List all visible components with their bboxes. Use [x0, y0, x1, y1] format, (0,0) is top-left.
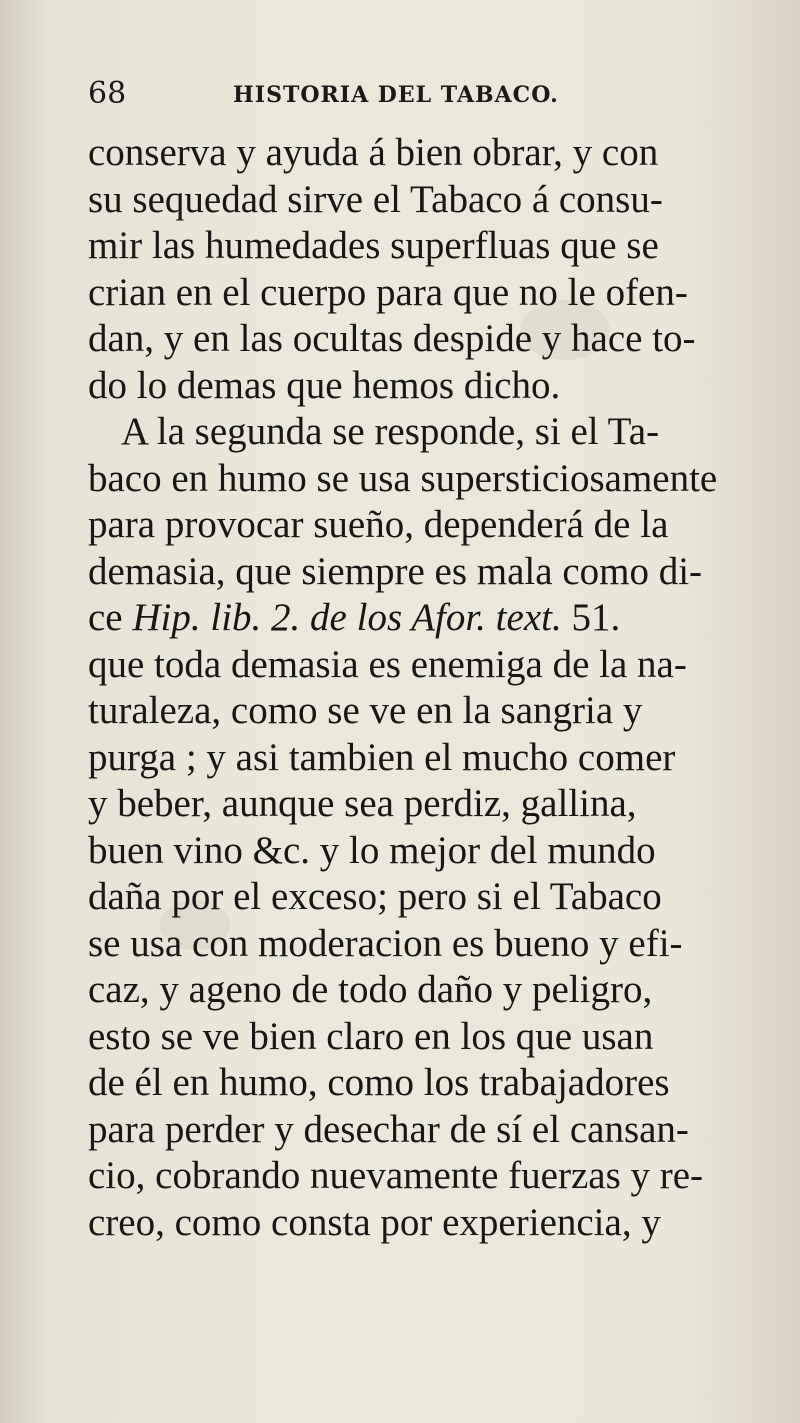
text-line: esto se ve bien claro en los que usan [88, 1014, 654, 1058]
text-line: caz, y ageno de todo daño y peligro, [88, 968, 653, 1011]
text-line: mir las humedades superfluas que se [88, 224, 659, 267]
text-line: para perder y desechar de sí el cansan- [88, 1107, 689, 1151]
text-line: su sequedad sirve el Tabaco á consu- [88, 177, 663, 221]
text-line: purga ; y asi tambien el mucho comer [88, 735, 676, 779]
paragraph-start-line: A la segunda se responde, si el Ta- [121, 410, 660, 453]
text-line: para provocar sueño, dependerá de la [88, 503, 669, 546]
text-line: do lo demas que hemos dicho. [88, 363, 561, 407]
citation-reference: Hip. lib. 2. de los Afor. text. [132, 596, 562, 639]
text-line: dan, y en las ocultas despide y hace to- [88, 317, 696, 360]
body-text [88, 130, 768, 1246]
text-line: daña por el exceso; pero si el Tabaco [88, 875, 662, 918]
text-line: creo, como consta por experiencia, y [88, 1200, 661, 1244]
text-line: turaleza, como se ve en la sangria y [88, 689, 643, 732]
page-header [88, 76, 748, 116]
text-line: crian en el cuerpo para que no le ofen- [88, 270, 688, 314]
text-line: demasia, que siempre es mala como di- [88, 549, 703, 593]
citation-suffix: 51. [561, 596, 621, 639]
text-line: de él en humo, como los trabajadores [88, 1061, 670, 1104]
running-head: HISTORIA DEL TABACO. [233, 82, 559, 108]
citation-line [88, 595, 768, 642]
text-line: conserva y ayuda á bien obrar, y con [88, 131, 659, 174]
text-line: que toda demasia es enemiga de la na- [88, 642, 687, 686]
text-line: buen vino &c. y lo mejor del mundo [88, 828, 656, 872]
citation-prefix: ce [88, 596, 133, 639]
text-line: se usa con moderacion es bueno y efi- [88, 921, 683, 965]
page-number: 68 [88, 76, 127, 111]
text-line: y beber, aunque sea perdiz, gallina, [88, 782, 637, 825]
text-line: cio, cobrando nuevamente fuerzas y re- [88, 1154, 704, 1197]
text-line: baco en humo se usa supersticiosamente [88, 456, 718, 500]
